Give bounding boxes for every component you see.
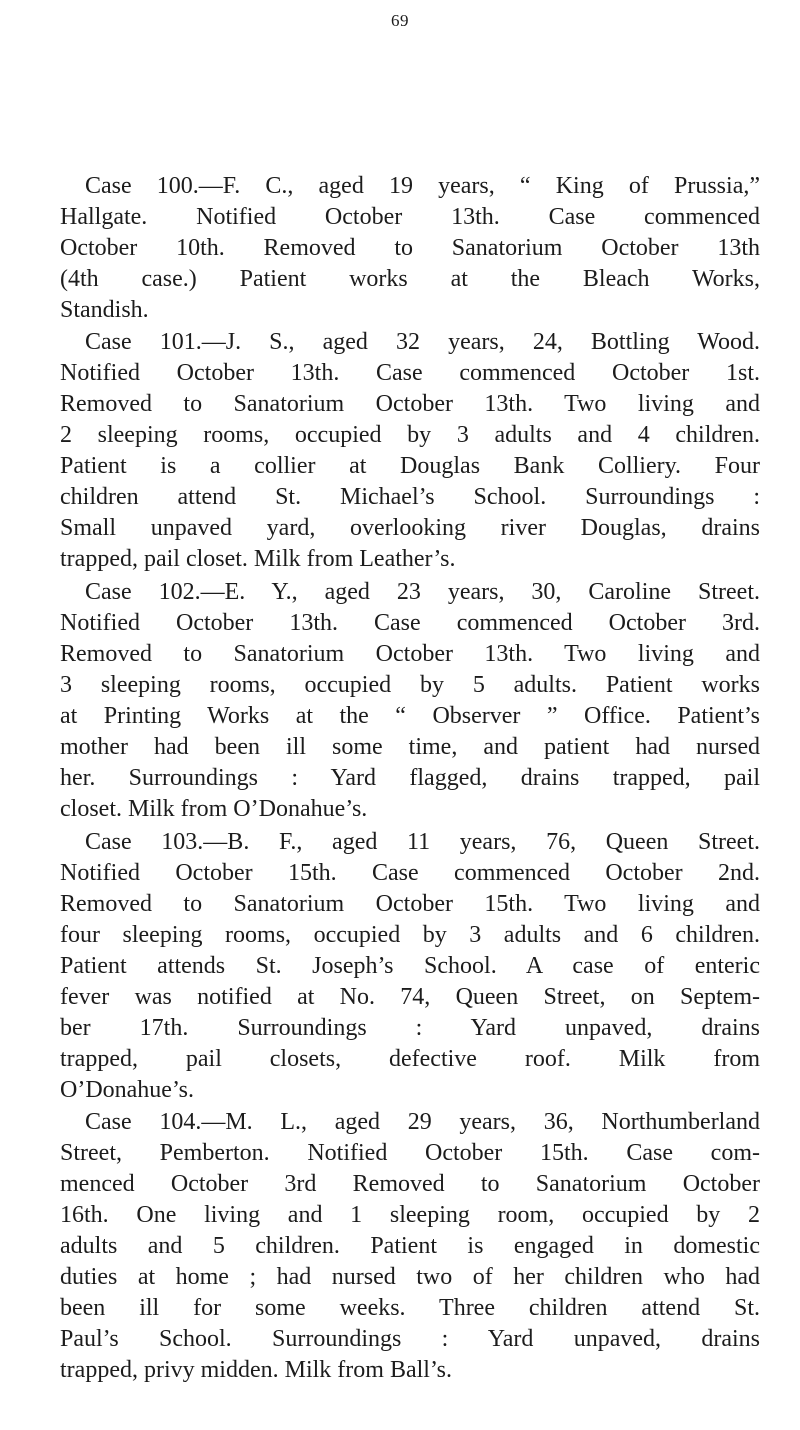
text-line: Case 100.—F. C., aged 19 years, “ King of Prussia,” — [85, 173, 760, 199]
text-line: been ill for some weeks. Three children attend St. — [60, 1295, 760, 1321]
text-line: trapped, privy midden. Milk from Ball’s. — [60, 1357, 452, 1383]
page-number: 69 — [391, 11, 409, 30]
text-line: Notified October 13th. Case commenced October 1st. — [60, 360, 760, 386]
text-line: Case 101.—J. S., aged 32 years, 24, Bottling Wood. — [85, 329, 760, 355]
text-line: Standish. — [60, 297, 149, 323]
text-line: 2 sleeping rooms, occupied by 3 adults and 4 children. — [60, 422, 760, 448]
text-line: her. Surroundings : Yard flagged, drains trapped, pail — [60, 765, 760, 791]
text-line: Patient attends St. Joseph’s School. A case of enteric — [60, 953, 760, 979]
text-line: Case 104.—M. L., aged 29 years, 36, Northumberland — [85, 1109, 760, 1135]
text-line: (4th case.) Patient works at the Bleach Works, — [60, 266, 760, 292]
text-line: adults and 5 children. Patient is engaged in domestic — [60, 1233, 760, 1259]
case-104-paragraph — [60, 1107, 760, 1386]
text-line: October 10th. Removed to Sanatorium October 13th — [60, 235, 760, 261]
text-line: menced October 3rd Removed to Sanatorium October — [60, 1171, 760, 1197]
case-103-paragraph — [60, 827, 760, 1106]
text-line: Removed to Sanatorium October 15th. Two living and — [60, 891, 760, 917]
text-line: Small unpaved yard, overlooking river Douglas, drains — [60, 515, 760, 541]
text-line: closet. Milk from O’Donahue’s. — [60, 796, 368, 822]
text-line: duties at home ; had nursed two of her children who had — [60, 1264, 760, 1290]
text-line: Case 103.—B. F., aged 11 years, 76, Queen Street. — [85, 829, 760, 855]
text-line: O’Donahue’s. — [60, 1077, 194, 1103]
text-line: four sleeping rooms, occupied by 3 adults and 6 children. — [60, 922, 760, 948]
case-101-paragraph — [60, 327, 760, 575]
text-line: Removed to Sanatorium October 13th. Two living and — [60, 391, 760, 417]
text-line: Street, Pemberton. Notified October 15th. Case com- — [60, 1140, 760, 1166]
text-line: Patient is a collier at Douglas Bank Colliery. Four — [60, 453, 760, 479]
text-line: Removed to Sanatorium October 13th. Two living and — [60, 641, 760, 667]
text-line: mother had been ill some time, and patient had nursed — [60, 734, 760, 760]
text-line: 3 sleeping rooms, occupied by 5 adults. Patient works — [60, 672, 760, 698]
text-line: Notified October 15th. Case commenced October 2nd. — [60, 860, 760, 886]
text-line: trapped, pail closets, defective roof. Milk from — [60, 1046, 760, 1072]
text-line: at Printing Works at the “ Observer ” Office. Patient’s — [60, 703, 760, 729]
text-line: trapped, pail closet. Milk from Leather’s. — [60, 546, 456, 572]
case-100-paragraph — [60, 171, 760, 326]
text-line: fever was notified at No. 74, Queen Street, on Septem- — [60, 984, 760, 1010]
text-line: children attend St. Michael’s School. Surroundings : — [60, 484, 760, 510]
text-line: Hallgate. Notified October 13th. Case commenced — [60, 204, 760, 230]
text-line: Notified October 13th. Case commenced October 3rd. — [60, 610, 760, 636]
text-line: Paul’s School. Surroundings : Yard unpaved, drains — [60, 1326, 760, 1352]
text-line: ber 17th. Surroundings : Yard unpaved, drains — [60, 1015, 760, 1041]
text-line: Case 102.—E. Y., aged 23 years, 30, Caroline Street. — [85, 579, 760, 605]
text-line: 16th. One living and 1 sleeping room, occupied by 2 — [60, 1202, 760, 1228]
case-102-paragraph — [60, 577, 760, 825]
